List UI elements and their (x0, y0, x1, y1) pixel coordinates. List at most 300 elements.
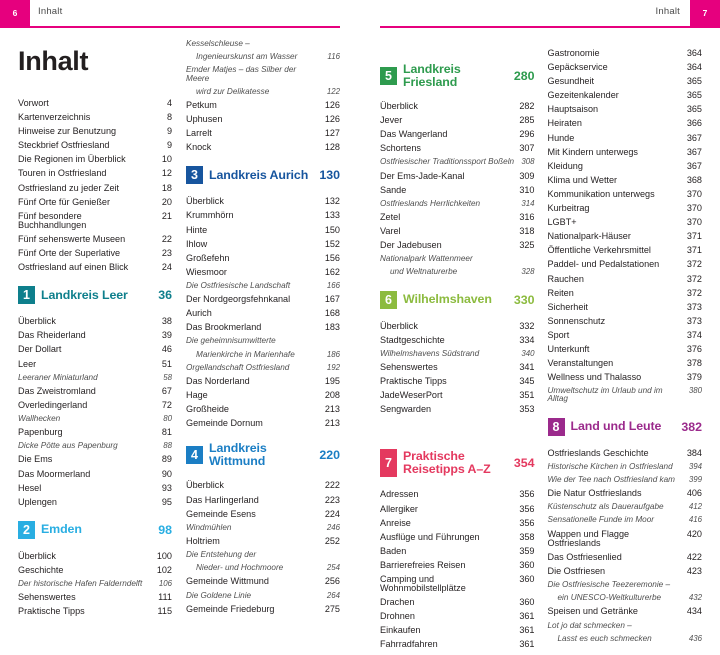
toc-entry-title: ein UNESCO-Weltkulturerbe (557, 593, 662, 603)
toc-entry-title: Drohnen (380, 611, 415, 622)
toc-entry[interactable] (186, 268, 340, 277)
toc-entry-title: Das Moormerland (18, 468, 91, 479)
toc-entry-title: Lasst es euch schmecken (557, 633, 652, 643)
toc-entry-page: 72 (161, 399, 172, 410)
toc-entry-title: Hesel (18, 482, 42, 493)
toc-entry-title: Fünf Orte der Superlative (18, 248, 121, 259)
toc-entry[interactable] (18, 317, 172, 326)
toc-entry-title: Kurbeitrag (547, 203, 590, 214)
toc-entry-title: Wiesmoor (186, 266, 227, 277)
toc-entry[interactable] (186, 419, 340, 428)
toc-entry[interactable] (548, 176, 703, 185)
toc-entry-title: Sande (380, 184, 407, 195)
left-columns (18, 34, 340, 621)
toc-entry-page: 166 (326, 280, 340, 290)
toc-entry[interactable] (380, 561, 535, 570)
toc-entry-page: 254 (326, 563, 340, 573)
toc-entry-page: 122 (326, 86, 340, 96)
toc-entry[interactable] (186, 337, 340, 345)
toc-entry[interactable] (380, 172, 535, 181)
reisetipps-continued-list (548, 49, 703, 404)
toc-entry[interactable] (380, 213, 535, 222)
toc-entry-title: Die Ems (18, 454, 53, 465)
toc-entry[interactable] (548, 345, 703, 354)
toc-entry[interactable] (186, 524, 340, 532)
toc-entry[interactable] (186, 391, 340, 400)
toc-entry-title: Dicke Pötte aus Papenburg (18, 441, 118, 451)
chapter-title: Wilhelmshaven (403, 292, 492, 307)
left-column-2 (186, 40, 340, 621)
toc-entry[interactable] (186, 226, 340, 235)
page-title: Inhalt (18, 46, 89, 76)
toc-entry-page: 412 (688, 502, 702, 512)
toc-entry-title: Einkaufen (380, 625, 421, 636)
toc-entry-title: Speisen und Getränke (547, 606, 638, 617)
chapter-title: Landkreis Wittmund (209, 441, 267, 469)
chapter-heading-leer[interactable] (18, 286, 172, 304)
toc-entry[interactable] (18, 345, 172, 354)
toc-entry[interactable] (18, 263, 172, 272)
toc-entry-title: Ingenieurskunst am Wasser (196, 52, 298, 62)
toc-entry-title: Petkum (186, 100, 217, 111)
toc-entry[interactable] (380, 186, 535, 195)
toc-entry-page: 67 (161, 385, 172, 396)
chapter-3-list (186, 197, 340, 428)
toc-entry-page: 370 (686, 188, 702, 199)
toc-entry-title: Fahrradfahren (380, 639, 438, 650)
toc-entry-page: 318 (519, 226, 535, 237)
chapter-page: 382 (681, 419, 702, 434)
toc-entry-title: Die geheimnisumwitterte (186, 336, 276, 346)
toc-entry[interactable] (380, 227, 535, 236)
toc-entry-title: Uphusen (186, 114, 223, 125)
toc-entry-title: Die Natur Ostfrieslands (547, 488, 642, 499)
toc-entry[interactable] (548, 581, 703, 589)
toc-entry[interactable] (380, 268, 535, 276)
toc-entry[interactable] (548, 218, 703, 227)
toc-entry[interactable] (186, 592, 340, 600)
toc-entry-page: 307 (519, 143, 535, 154)
toc-entry[interactable] (18, 374, 172, 382)
toc-entry[interactable] (548, 373, 703, 382)
toc-entry-title: Ihlow (186, 238, 208, 249)
toc-entry[interactable] (18, 235, 172, 244)
chapter-heading-land-und-leute[interactable] (548, 418, 703, 436)
toc-entry[interactable] (380, 363, 535, 372)
toc-entry-page: 22 (161, 233, 172, 244)
toc-entry[interactable] (18, 184, 172, 193)
toc-entry-title: Baden (380, 545, 407, 556)
toc-entry[interactable] (380, 255, 535, 263)
toc-entry-title: Wie der Tee nach Ostfriesland kam (547, 474, 675, 484)
toc-entry-page: 340 (521, 348, 535, 358)
toc-entry-title: Paddel- und Pedalstationen (547, 259, 660, 270)
toc-entry[interactable] (18, 415, 172, 423)
chapter-title: Landkreis Leer (41, 287, 128, 302)
toc-entry[interactable] (548, 463, 703, 471)
toc-entry-page: 282 (519, 101, 535, 112)
toc-entry-page: 420 (686, 528, 702, 539)
toc-entry-title: Kesselschleuse – (186, 39, 250, 48)
toc-entry-page: 406 (686, 488, 702, 499)
toc-entry-title: Wappen und Flagge Ostfrieslands (547, 528, 630, 548)
toc-entry[interactable] (186, 377, 340, 386)
toc-entry[interactable] (380, 391, 535, 400)
toc-entry-title: Kartenverzeichnis (18, 112, 91, 123)
toc-entry[interactable] (186, 577, 340, 586)
toc-entry[interactable] (18, 455, 172, 464)
chapter-heading-reisetipps[interactable] (380, 449, 535, 477)
toc-entry-page: 252 (324, 535, 340, 546)
toc-entry[interactable] (380, 533, 535, 542)
toc-entry[interactable] (186, 351, 340, 359)
toc-entry[interactable] (186, 295, 340, 304)
toc-entry[interactable] (186, 40, 340, 48)
toc-entry-title: Larrelt (186, 128, 212, 139)
toc-entry-page: 90 (161, 468, 172, 479)
toc-entry-page: 384 (686, 447, 702, 458)
toc-entry[interactable] (18, 566, 172, 575)
toc-entry[interactable] (380, 158, 535, 166)
toc-entry[interactable] (186, 254, 340, 263)
toc-entry[interactable] (186, 197, 340, 206)
toc-entry-page: 351 (519, 390, 535, 401)
toc-entry[interactable] (548, 77, 703, 86)
toc-entry[interactable] (18, 428, 172, 437)
toc-entry-page: 167 (324, 294, 340, 305)
toc-entry[interactable] (18, 607, 172, 616)
toc-entry-page: 222 (324, 480, 340, 491)
chapter-page: 220 (319, 448, 340, 463)
toc-entry-title: Camping und Wohnmobilstellplätze (380, 574, 466, 594)
toc-entry-page: 371 (686, 231, 702, 242)
toc-entry-page: 359 (519, 545, 535, 556)
toc-entry-title: Drachen (380, 597, 415, 608)
toc-entry[interactable] (548, 567, 703, 576)
toc-entry-title: Nationalpark Wattenmeer (380, 254, 473, 264)
toc-entry-title: Sport (547, 329, 570, 340)
toc-entry[interactable] (548, 387, 703, 403)
toc-entry[interactable] (548, 119, 703, 128)
toc-entry[interactable] (548, 594, 703, 602)
toc-entry-title: Die Goldene Linie (186, 590, 252, 600)
chapter-title: Land und Leute (570, 419, 662, 434)
toc-entry[interactable] (548, 63, 703, 72)
toc-entry-title: Die Regionen im Überblick (18, 154, 126, 165)
toc-entry-title: Der Jadebusen (380, 240, 442, 251)
toc-entry[interactable] (548, 530, 703, 548)
chapter-heading-friesland[interactable] (380, 63, 535, 89)
toc-entry-page: 24 (161, 262, 172, 273)
toc-entry[interactable] (380, 547, 535, 556)
toc-entry-page: 314 (521, 198, 535, 208)
toc-entry-page: 127 (324, 128, 340, 139)
toc-entry[interactable] (186, 88, 340, 96)
toc-entry-title: Nationalpark-Häuser (547, 231, 631, 242)
toc-entry[interactable] (380, 490, 535, 499)
toc-entry-page: 195 (324, 376, 340, 387)
toc-entry[interactable] (380, 144, 535, 153)
toc-entry-title: Wellness und Thalasso (547, 372, 642, 383)
toc-entry-page: 192 (326, 362, 340, 372)
toc-entry-page: 376 (686, 343, 702, 354)
toc-entry[interactable] (380, 116, 535, 125)
toc-entry-title: Überblick (380, 320, 418, 331)
toc-entry-page: 168 (324, 308, 340, 319)
toc-entry-page: 379 (686, 372, 702, 383)
toc-entry[interactable] (548, 105, 703, 114)
toc-entry[interactable] (186, 323, 340, 332)
toc-entry-title: Die Ostfriesische Teezeremonie – (547, 580, 671, 590)
header-rule (380, 26, 720, 28)
toc-entry[interactable] (18, 99, 172, 108)
toc-entry[interactable] (548, 359, 703, 368)
toc-entry[interactable] (18, 498, 172, 507)
chapter-heading-wittmund[interactable] (186, 442, 340, 468)
toc-entry-title: Öffentliche Verkehrsmittel (547, 245, 651, 256)
toc-entry[interactable] (18, 198, 172, 207)
toc-entry[interactable] (380, 505, 535, 514)
toc-entry[interactable] (548, 49, 703, 58)
toc-entry[interactable] (18, 580, 172, 588)
toc-entry-title: Barrierefreies Reisen (380, 559, 466, 570)
toc-entry[interactable] (186, 282, 340, 290)
toc-entry-page: 432 (688, 593, 702, 603)
toc-entry[interactable] (186, 53, 340, 61)
toc-entry[interactable] (380, 241, 535, 250)
toc-entry[interactable] (186, 537, 340, 546)
toc-entry[interactable] (380, 612, 535, 621)
toc-entry[interactable] (548, 303, 703, 312)
toc-entry-page: 285 (519, 115, 535, 126)
toc-entry[interactable] (548, 260, 703, 269)
chapter-number-badge: 4 (186, 446, 203, 464)
toc-entry[interactable] (548, 148, 703, 157)
toc-entry-page: 102 (156, 564, 172, 575)
toc-entry-page: 80 (163, 413, 172, 423)
toc-entry-title: Der Dollart (18, 344, 62, 355)
toc-entry-page: 100 (156, 550, 172, 561)
toc-entry-page: 9 (166, 126, 172, 137)
toc-entry[interactable] (186, 510, 340, 519)
toc-entry-title: Leeraner Miniaturland (18, 372, 98, 382)
chapter-number-badge: 6 (380, 291, 397, 309)
toc-entry-title: Varel (380, 226, 401, 237)
toc-entry-page: 152 (324, 238, 340, 249)
toc-entry-page: 46 (161, 344, 172, 355)
toc-entry[interactable] (548, 476, 703, 484)
toc-entry[interactable] (380, 626, 535, 635)
toc-entry-title: Gezeitenkalender (547, 90, 619, 101)
toc-entry-page: 360 (519, 597, 535, 608)
toc-entry[interactable] (380, 575, 535, 593)
left-page (0, 0, 360, 617)
toc-entry[interactable] (186, 551, 340, 559)
toc-entry[interactable] (186, 364, 340, 372)
toc-entry-title: Praktische Tipps (18, 606, 85, 617)
toc-entry[interactable] (18, 169, 172, 178)
toc-entry[interactable] (18, 484, 172, 493)
toc-entry[interactable] (18, 331, 172, 340)
chapter-title: Emden (41, 522, 82, 537)
toc-entry-page: 183 (324, 322, 340, 333)
toc-entry[interactable] (186, 564, 340, 572)
toc-entry[interactable] (548, 331, 703, 340)
toc-entry[interactable] (380, 519, 535, 528)
toc-entry[interactable] (18, 552, 172, 561)
toc-entry[interactable] (186, 115, 340, 124)
toc-entry[interactable] (186, 240, 340, 249)
toc-entry[interactable] (18, 249, 172, 258)
toc-entry-page: 373 (686, 301, 702, 312)
chapter-number-badge: 5 (380, 67, 397, 85)
toc-entry[interactable] (548, 232, 703, 241)
toc-entry[interactable] (548, 91, 703, 100)
toc-entry-title: Praktische Tipps (380, 376, 447, 387)
toc-entry-page: 353 (519, 404, 535, 415)
toc-entry-title: Der Ems-Jade-Kanal (380, 170, 465, 181)
toc-entry-title: Sicherheit (547, 301, 588, 312)
toc-entry-title: Heiraten (547, 118, 582, 129)
toc-entry[interactable] (548, 622, 703, 630)
toc-entry-page: 186 (326, 349, 340, 359)
toc-entry[interactable] (18, 212, 172, 230)
toc-entry-title: Ostfriesland zu jeder Zeit (18, 182, 120, 193)
toc-entry-page: 309 (519, 170, 535, 181)
toc-entry[interactable] (186, 405, 340, 414)
toc-entry-page: 370 (686, 203, 702, 214)
toc-entry[interactable] (548, 489, 703, 498)
toc-entry[interactable] (18, 401, 172, 410)
chapter-title (403, 450, 514, 476)
right-column-2 (548, 40, 703, 655)
toc-entry[interactable] (380, 102, 535, 111)
toc-entry-page: 434 (686, 606, 702, 617)
chapter-5-list (380, 102, 535, 277)
toc-entry[interactable] (380, 200, 535, 208)
toc-entry[interactable] (18, 442, 172, 450)
chapter-page: 280 (513, 69, 535, 84)
toc-entry-page: 361 (519, 625, 535, 636)
chapter-heading-emden[interactable] (18, 521, 172, 539)
toc-entry[interactable] (548, 635, 703, 643)
toc-entry[interactable] (548, 204, 703, 213)
emden-continued-list (186, 40, 340, 152)
toc-entry-title: Hunde (547, 132, 575, 143)
toc-entry[interactable] (548, 553, 703, 562)
toc-entry[interactable] (548, 162, 703, 171)
toc-entry[interactable] (548, 134, 703, 143)
toc-entry[interactable] (548, 503, 703, 511)
toc-entry-title: Hinweise zur Benutzung (18, 126, 117, 137)
toc-entry-page: 374 (686, 329, 702, 340)
toc-entry[interactable] (18, 155, 172, 164)
toc-entry[interactable] (380, 377, 535, 386)
toc-entry[interactable] (380, 405, 535, 414)
chapter-title-line-2: Reisetipps A–Z (403, 462, 491, 477)
toc-entry[interactable] (186, 496, 340, 505)
left-folio: 6 (0, 0, 30, 26)
toc-entry-page: 361 (519, 611, 535, 622)
chapter-page: 36 (158, 288, 172, 303)
chapter-heading-aurich[interactable] (186, 166, 340, 184)
toc-entry[interactable] (380, 322, 535, 331)
toc-entry[interactable] (186, 66, 340, 82)
toc-entry[interactable] (548, 190, 703, 199)
toc-entry[interactable] (186, 129, 340, 138)
right-columns (380, 34, 702, 655)
toc-entry-page: 364 (686, 62, 702, 73)
toc-entry[interactable] (18, 127, 172, 136)
toc-entry-page: 21 (161, 210, 172, 221)
chapter-page: 330 (513, 292, 535, 307)
toc-entry[interactable] (548, 607, 703, 616)
toc-entry[interactable] (18, 113, 172, 122)
toc-entry[interactable] (186, 101, 340, 110)
toc-entry-page: 88 (163, 441, 172, 451)
toc-entry-page: 156 (324, 252, 340, 263)
toc-entry-title: Lot jo dat schmecken – (547, 620, 632, 630)
toc-entry[interactable] (186, 211, 340, 220)
toc-entry[interactable] (380, 598, 535, 607)
toc-entry[interactable] (548, 246, 703, 255)
toc-entry-page: 380 (688, 386, 702, 396)
left-page-header (12, 0, 340, 34)
toc-entry-page: 264 (326, 590, 340, 600)
toc-entry[interactable] (186, 309, 340, 318)
chapter-heading-wilhelmshaven[interactable] (380, 291, 535, 309)
toc-entry-title: Gesundheit (547, 76, 595, 87)
toc-entry[interactable] (548, 317, 703, 326)
toc-entry-page: 365 (686, 104, 702, 115)
toc-entry[interactable] (18, 470, 172, 479)
toc-entry[interactable] (380, 130, 535, 139)
toc-entry-page: 10 (161, 154, 172, 165)
toc-entry-page: 332 (519, 320, 535, 331)
toc-entry-title: Gemeinde Dornum (186, 418, 263, 429)
toc-entry[interactable] (548, 449, 703, 458)
toc-entry-title: Krummhörn (186, 210, 234, 221)
toc-entry[interactable] (18, 360, 172, 369)
chapter-4-list (186, 481, 340, 613)
toc-entry-page: 310 (519, 184, 535, 195)
chapter-1-list (18, 317, 172, 507)
toc-entry[interactable] (18, 387, 172, 396)
toc-entry[interactable] (186, 605, 340, 614)
toc-entry[interactable] (548, 289, 703, 298)
toc-entry-page: 365 (686, 76, 702, 87)
toc-entry-page: 51 (161, 358, 172, 369)
toc-entry[interactable] (186, 481, 340, 490)
toc-entry-title: Overledingerland (18, 399, 88, 410)
toc-entry[interactable] (380, 640, 535, 649)
toc-entry-title: JadeWeserPort (380, 390, 443, 401)
toc-entry[interactable] (18, 141, 172, 150)
toc-entry[interactable] (548, 516, 703, 524)
toc-entry-page: 356 (519, 503, 535, 514)
toc-entry-page: 367 (686, 160, 702, 171)
toc-entry[interactable] (548, 275, 703, 284)
toc-entry-page: 18 (161, 182, 172, 193)
toc-entry-title: LGBT+ (547, 217, 577, 228)
toc-entry[interactable] (186, 143, 340, 152)
toc-entry-title: Fünf besondere Buchhandlungen (18, 210, 87, 230)
toc-entry[interactable] (380, 336, 535, 345)
toc-entry-title: Sehenswertes (380, 362, 438, 373)
toc-entry-title: Rauchen (547, 273, 584, 284)
toc-entry[interactable] (380, 350, 535, 358)
toc-entry[interactable] (18, 593, 172, 602)
